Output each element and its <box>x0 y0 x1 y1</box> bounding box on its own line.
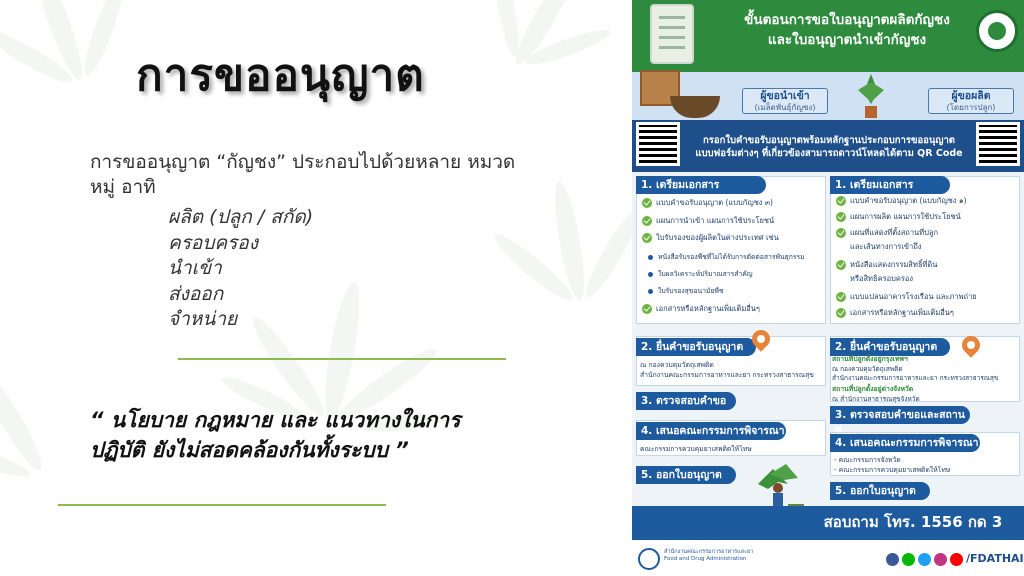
qr-instructions: กรอกใบคำขอรับอนุญาตพร้อมหลักฐานประกอบการขออนุญาต แบบฟอร์มต่างๆ ที่เกี่ยวข้องสามารถดาวน์โหลดได้ตาม QR Code <box>695 135 963 159</box>
check-icon <box>836 228 846 238</box>
category-item: จำหน่าย <box>168 308 238 330</box>
step-heading: 1. เตรียมเอกสาร <box>830 176 950 194</box>
clipboard-icon <box>650 4 694 64</box>
infographic-title: ขั้นตอนการขอใบอนุญาตผลิตกัญชง และใบอนุญาตนำเข้ากัญชง <box>744 12 950 48</box>
bullet-dot <box>648 289 653 294</box>
step-heading: 5. ออกใบอนุญาต <box>830 482 930 500</box>
step-heading: 4. เสนอคณะกรรมการพิจารณา <box>636 422 786 440</box>
doc-subitem: ใบผลวิเคราะห์ปริมาณสารสำคัญ <box>658 270 753 278</box>
check-icon <box>836 308 846 318</box>
check-icon <box>642 304 652 314</box>
location-note: สถานที่ปลูกตั้งอยู่ต่างจังหวัด <box>832 385 914 393</box>
office-line: ณ กองควบคุมวัตถุเสพติด <box>832 365 903 373</box>
location-note: สถานที่ปลูกตั้งอยู่กรุงเทพฯ <box>832 355 908 363</box>
social-handle[interactable]: /FDATHAI <box>966 552 1024 565</box>
plant-pot-icon <box>856 74 886 118</box>
doc-item: แผนการนำเข้า แผนการใช้ประโยชน์ <box>656 216 775 225</box>
committee-line: - คณะกรรมการควบคุมยาเสพติดให้โทษ <box>834 466 951 474</box>
step-heading: 3. ตรวจสอบคำขอ <box>636 392 736 410</box>
line-icon[interactable] <box>902 553 915 566</box>
doc-subitem: ใบรับรองสุขอนามัยพืช <box>658 287 724 295</box>
doc-item: เอกสารหรือหลักฐานเพิ่มเติมอื่นๆ <box>656 304 760 313</box>
doc-item: แผนที่แสดงที่ตั้งสถานที่ปลูก <box>850 228 939 237</box>
divider-line <box>178 358 506 360</box>
doc-item: แผนการผลิต แผนการใช้ประโยชน์ <box>850 212 961 221</box>
slide-title: การขออนุญาต <box>136 50 425 101</box>
doc-item: หนังสือแสดงกรรมสิทธิ์ที่ดิน <box>850 260 938 269</box>
youtube-icon[interactable] <box>950 553 963 566</box>
bullet-dot <box>648 272 653 277</box>
doc-item-cont: และเส้นทางการเข้าถึง <box>850 242 922 251</box>
step-heading: 5. ออกใบอนุญาต <box>636 466 736 484</box>
check-icon <box>642 198 652 208</box>
category-item: ส่งออก <box>168 282 224 305</box>
office-line: สำนักงานคณะกรรมการอาหารและยา กระทรวงสาธารณสุข <box>832 374 999 382</box>
doc-item: เอกสารหรือหลักฐานเพิ่มเติมอื่นๆ <box>850 308 954 317</box>
doc-item: ใบรับรองของผู้ผลิตในต่างประเทศ เช่น <box>656 233 779 242</box>
category-list <box>168 205 313 333</box>
role-importer: ผู้ขอนำเข้า (เมล็ดพันธุ์กัญชง) <box>742 88 828 114</box>
qr-code-icon[interactable] <box>976 122 1020 166</box>
step-heading: 1. เตรียมเอกสาร <box>636 176 766 194</box>
category-item: ครอบครอง <box>168 231 258 254</box>
instagram-icon[interactable] <box>934 553 947 566</box>
agency-name: สำนักงานคณะกรรมการอาหารและยา Food and Drug Administration <box>664 549 754 562</box>
twitter-icon[interactable] <box>918 553 931 566</box>
category-item: ผลิต (ปลูก / สกัด) <box>168 206 314 228</box>
check-icon <box>836 292 846 302</box>
intro-text: การขออนุญาต “กัญชง” ประกอบไปด้วยหลาย หมวดหมู่ อาทิ <box>90 151 516 198</box>
check-icon <box>836 196 846 206</box>
role-producer: ผู้ขอผลิต (โดยการปลูก) <box>928 88 1014 114</box>
office-line: ณ สำนักงานสาธารณสุขจังหวัด <box>832 395 920 403</box>
office-line: ณ กองควบคุมวัตถุเสพติด <box>640 361 714 369</box>
bullet-dot <box>648 255 653 260</box>
check-icon <box>642 216 652 226</box>
committee-line: - คณะกรรมการจังหวัด <box>834 456 901 464</box>
step-heading: 3. ตรวจสอบคำขอและสถาน <box>830 406 970 424</box>
check-icon <box>836 212 846 222</box>
fda-logo-icon <box>638 548 660 570</box>
facebook-icon[interactable] <box>886 553 899 566</box>
license-process-infographic <box>632 0 1024 576</box>
committee-line: คณะกรรมการควบคุมยาเสพติดให้โทษ <box>640 445 752 453</box>
check-icon <box>836 260 846 270</box>
check-icon <box>642 233 652 243</box>
doc-subitem: หนังสือรับรองพืชที่ไม่ได้รับการตัดต่อสารพันธุกรรม <box>658 253 805 261</box>
qr-code-icon[interactable] <box>636 122 680 166</box>
category-item: นำเข้า <box>168 257 222 279</box>
ministry-seal-icon <box>976 10 1018 52</box>
contact-hotline[interactable]: สอบถาม โทร. 1556 กด 3 <box>823 513 1003 531</box>
step-heading: 2. ยื่นคำขอรับอนุญาต <box>636 338 756 356</box>
doc-item: แบบแปลนอาคารโรงเรือน และภาพถ่าย <box>850 292 977 301</box>
step-heading: 4. เสนอคณะกรรมการพิจารณา <box>830 434 980 452</box>
step-heading: 2. ยื่นคำขอรับอนุญาต <box>830 338 950 356</box>
quote-line: “ นโยบาย กฎหมาย และ แนวทางในการ <box>90 408 461 432</box>
doc-item: แบบคำขอรับอนุญาต (แบบกัญชง ๑) <box>850 196 967 205</box>
doc-item-cont: หรือสิทธิครอบครอง <box>850 274 914 283</box>
quote-text <box>90 405 530 465</box>
doc-item: แบบคำขอรับอนุญาต (แบบกัญชง ๓) <box>656 198 773 207</box>
office-line: สำนักงานคณะกรรมการอาหารและยา กระทรวงสาธารณสุข <box>640 371 814 379</box>
quote-line: ปฏิบัติ ยังไม่สอดคล้องกันทั้งระบบ ” <box>90 438 409 462</box>
divider-line <box>58 504 386 506</box>
